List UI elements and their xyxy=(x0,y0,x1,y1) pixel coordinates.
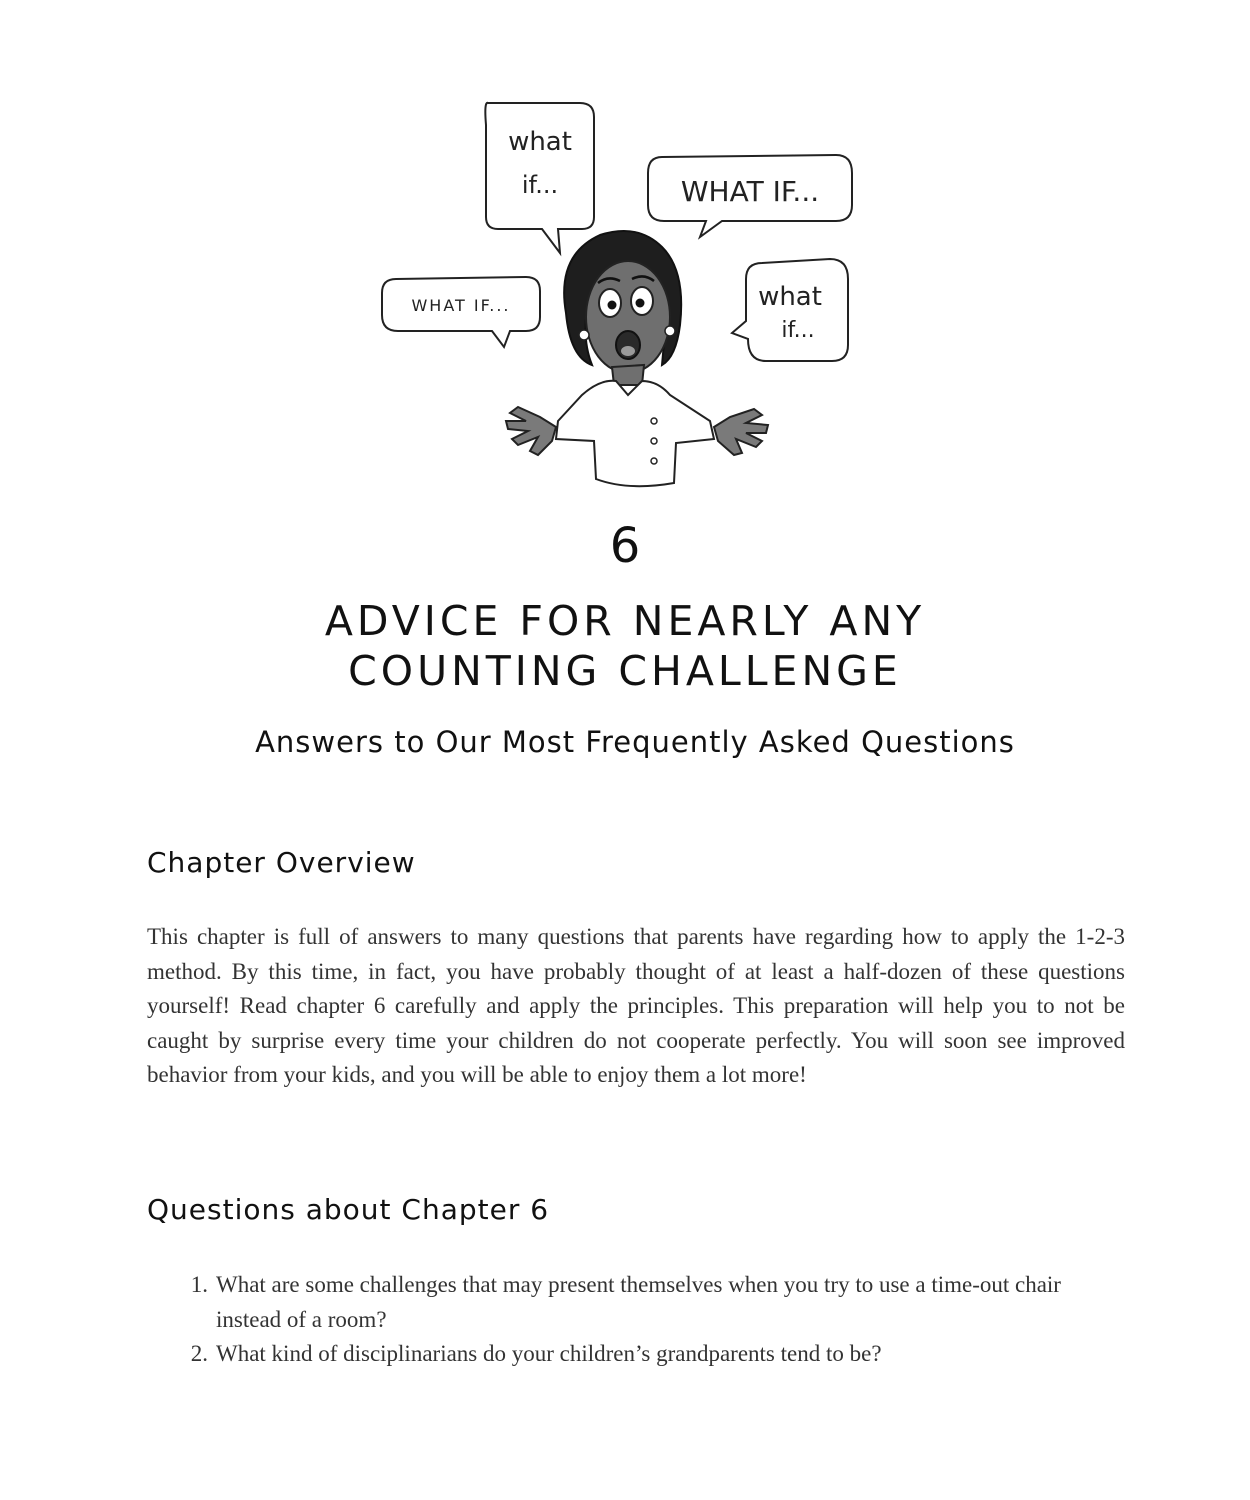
speech-bubble-2 xyxy=(648,155,852,237)
speech-bubble-4 xyxy=(732,259,848,361)
woman-figure xyxy=(506,231,768,486)
chapter-number: 6 xyxy=(609,518,641,574)
chapter-subtitle: Answers to Our Most Frequently Asked Questions xyxy=(255,725,1015,759)
list-item xyxy=(147,1268,1125,1337)
chapter-overview-paragraph: This chapter is full of answers to many questions that parents have regarding how to apply the 1-2-3 method. By this time, in fact, you have probably thought of at least a half-dozen of these questions yourself! Read chapter 6 carefully and apply the principles. This preparation will help you to not be caught by surprise every time your children do not cooperate perfectly. You will soon see improved behavior from your kids, and you will be able to enjoy them a lot more! xyxy=(147,924,1125,1088)
question-text: What kind of disciplinarians do your children’s grandparents tend to be? xyxy=(216,1341,882,1367)
worried-woman-illustration xyxy=(370,95,870,495)
bubble-1-line-1: what xyxy=(508,127,572,157)
bubble-4-line-2: if... xyxy=(781,318,815,343)
bubble-1-line-2: if... xyxy=(521,171,559,199)
bubble-4-line-1: what xyxy=(758,282,822,312)
question-number: 1. xyxy=(190,1272,208,1297)
chapter-title-line-2: COUNTING CHALLENGE xyxy=(348,647,902,695)
list-item xyxy=(147,1337,1125,1372)
speech-bubble-1 xyxy=(485,103,594,253)
chapter-title-line-1: ADVICE FOR NEARLY ANY xyxy=(324,597,926,645)
speech-bubble-3 xyxy=(382,277,540,347)
question-number: 2. xyxy=(190,1341,208,1367)
question-text: What are some challenges that may present themselves when you try to use a time-out chair instead of a room? xyxy=(216,1272,1061,1332)
question-list xyxy=(147,1268,1125,1372)
chapter-illustration xyxy=(370,95,870,495)
questions-heading: Questions about Chapter 6 xyxy=(147,1193,550,1226)
chapter-overview-heading: Chapter Overview xyxy=(147,846,416,879)
bubble-3-line-1: WHAT IF... xyxy=(411,296,511,315)
chapter-title xyxy=(0,596,1250,696)
bubble-2-line-1: WHAT IF... xyxy=(680,175,820,208)
